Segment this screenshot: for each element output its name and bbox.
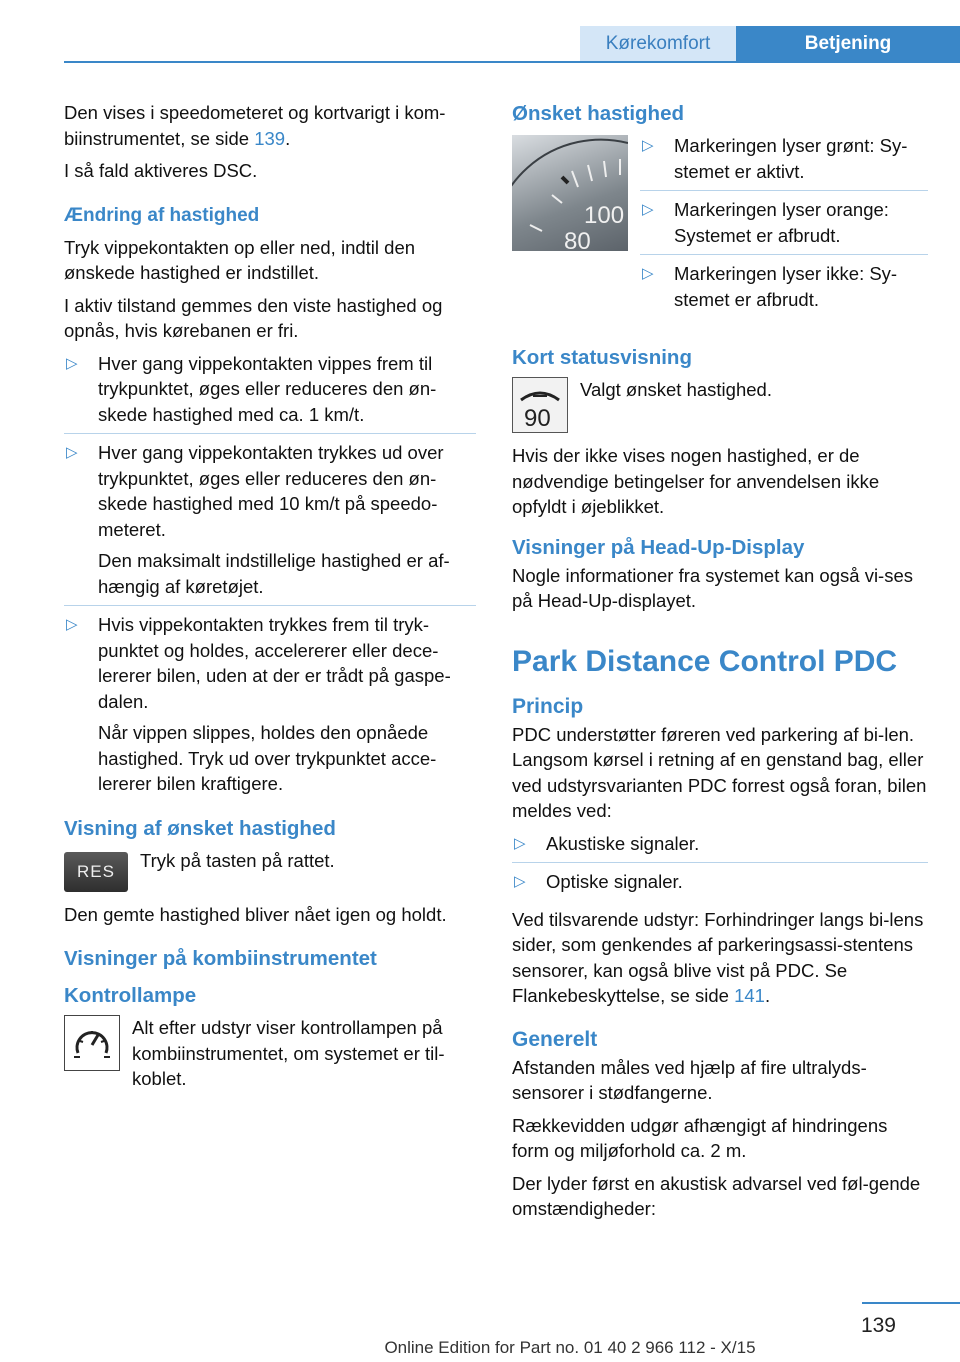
bullet-text: Optiske signaler. [546, 871, 683, 892]
saved-speed-text: Den gemte hastighed bliver nået igen og holdt. [64, 903, 447, 925]
res-button-icon [64, 848, 128, 892]
list-item [512, 831, 928, 864]
hud-paragraph: Nogle informationer fra systemet kan også vi-ses på Head-Up-displayet. [512, 564, 914, 611]
list-item [640, 197, 928, 255]
equipment-paragraph [512, 907, 928, 1009]
equipment-text: Ved tilsvarende udstyr: Forhindringer langs bi-lens sider, som genkendes af parkeringsassi-stentens sensorer, kan også blive vist på PDC. Se Flankebeskyttelse, se side [512, 908, 924, 1006]
bullet-text: Hver gang vippekontakten vippes frem til trykpunktet, øges eller reduceres den øn-skede hastighed med ca. 1 km/t. [98, 352, 437, 425]
general-paragraph-2: Rækkevidden udgør afhængigt af hindringens form og miljøforhold ca. 2 m. [512, 1114, 888, 1161]
status-speed-icon [512, 377, 568, 433]
display-desired-heading: Visning af ønsket hastighed [64, 816, 336, 840]
left-column [64, 100, 476, 1102]
header-section-tab: Kørekomfort [580, 26, 736, 61]
signal-list [512, 831, 928, 901]
bullet-subtext: Når vippen slippes, holdes den opnåede hastighed. Tryk ud over trykpunktet acce-lererer bilen kraftigere. [98, 722, 437, 794]
page-number: 139 [860, 1314, 896, 1337]
page-link-141[interactable]: 141 [734, 985, 765, 1006]
equipment-text-end: . [764, 985, 771, 1006]
bullet-text: Markeringen lyser grønt: Sy-stemet er aktivt. [674, 135, 908, 182]
list-item [64, 440, 476, 606]
header-rule [64, 61, 960, 63]
desired-speed-heading: Ønsket hastighed [512, 102, 685, 125]
speedometer-image [512, 135, 628, 251]
list-item [640, 133, 928, 191]
bullet-text: Akustiske signaler. [546, 832, 700, 854]
status-icon-value: 90 [524, 405, 551, 432]
dsc-paragraph: I så fald aktiveres DSC. [64, 160, 258, 181]
header-chapter-tab: Betjening [736, 26, 960, 61]
list-item [64, 612, 476, 803]
lamp-row [64, 1015, 476, 1092]
res-text: Tryk på tasten på rattet. [140, 849, 335, 871]
res-button-label: RES [64, 852, 128, 892]
footer-rule [862, 1302, 960, 1304]
triangle-bullet-icon: ▷ [66, 354, 78, 372]
list-item [512, 869, 928, 901]
triangle-bullet-icon: ▷ [642, 265, 654, 282]
list-item [64, 351, 476, 435]
status-heading: Kort statusvisning [512, 346, 692, 369]
princip-paragraph: PDC understøtter føreren ved parkering af bi-len. Langsom kørsel i retning af en genstand bag, eller ved udstyrsvarianten PDC forrest også foran, bilen meldes ved: [512, 723, 927, 821]
hud-heading: Visninger på Head-Up-Display [512, 535, 805, 559]
pdc-heading: Park Distance Control PDC [512, 644, 898, 678]
bullet-subtext: Den maksimalt indstillelige hastighed er af-hængig af køretøjet. [98, 550, 450, 597]
list-item [640, 261, 928, 318]
triangle-bullet-icon: ▷ [66, 616, 78, 633]
triangle-bullet-icon: ▷ [642, 137, 654, 154]
general-paragraph-1: Afstanden måles ved hjælp af fire ultralyds-sensorer i stødfangerne. [512, 1056, 867, 1103]
desired-speed-list [640, 133, 928, 324]
bullet-text: Hver gang vippekontakten trykkes ud over trykpunktet, øges eller reduceres den øn-skede hastighed med 10 km/t på speedo-meteret. [98, 442, 444, 540]
triangle-bullet-icon: ▷ [514, 834, 526, 852]
intro-paragraph [64, 100, 476, 151]
page-link-139[interactable]: 139 [254, 127, 286, 149]
intro-text-end: . [285, 127, 291, 149]
bullet-text: Markeringen lyser orange: Systemet er afbrudt. [674, 199, 889, 246]
princip-heading: Princip [512, 694, 584, 718]
cruise-control-lamp-icon [64, 1015, 120, 1071]
status-row [512, 377, 928, 433]
triangle-bullet-icon: ▷ [66, 444, 78, 461]
status-text: Valgt ønsket hastighed. [580, 379, 772, 400]
intro-text: Den vises i speedometeret og kortvarigt i kom-biinstrumentet, se side [64, 102, 446, 149]
bullet-text: Markeringen lyser ikke: Sy-stemet er afbrudt. [674, 263, 898, 310]
triangle-bullet-icon: ▷ [642, 201, 654, 218]
change-bullet-list [64, 351, 476, 803]
speedo-label-80: 80 [564, 228, 591, 251]
control-lamp-heading: Kontrollampe [64, 984, 197, 1007]
general-paragraph-3: Der lyder først en akustisk advarsel ved føl-gende omstændigheder: [512, 1172, 921, 1219]
change-speed-heading: Ændring af hastighed [64, 204, 260, 226]
status-paragraph: Hvis der ikke vises nogen hastighed, er de nødvendige betingelser for anvendelsen ikke opfyldt i øjeblikket. [512, 445, 880, 517]
change-paragraph-2: I aktiv tilstand gemmes den viste hastighed og opnås, hvis kørebanen er fri. [64, 294, 443, 341]
res-row [64, 848, 476, 892]
bullet-text: Hvis vippekontakten trykkes frem til tryk-punktet og holdes, accelererer eller dece-lererer bilen, uden at der er trådt på gaspe-dalen. [98, 614, 451, 712]
edition-footer: Online Edition for Part no. 01 40 2 966 112 - X/15 [384, 1338, 756, 1357]
speedo-label-100: 100 [584, 202, 625, 229]
triangle-bullet-icon: ▷ [514, 873, 526, 890]
lamp-text: Alt efter udstyr viser kontrollampen på kombiinstrumentet, om systemet er til-koblet. [132, 1017, 445, 1089]
kombi-heading: Visninger på kombiinstrumentet [64, 947, 377, 970]
generelt-heading: Generelt [512, 1027, 598, 1051]
change-paragraph-1: Tryk vippekontakten op eller ned, indtil den ønskede hastighed er indstillet. [64, 236, 416, 283]
right-column [512, 100, 928, 1229]
desired-speed-row [512, 133, 928, 324]
